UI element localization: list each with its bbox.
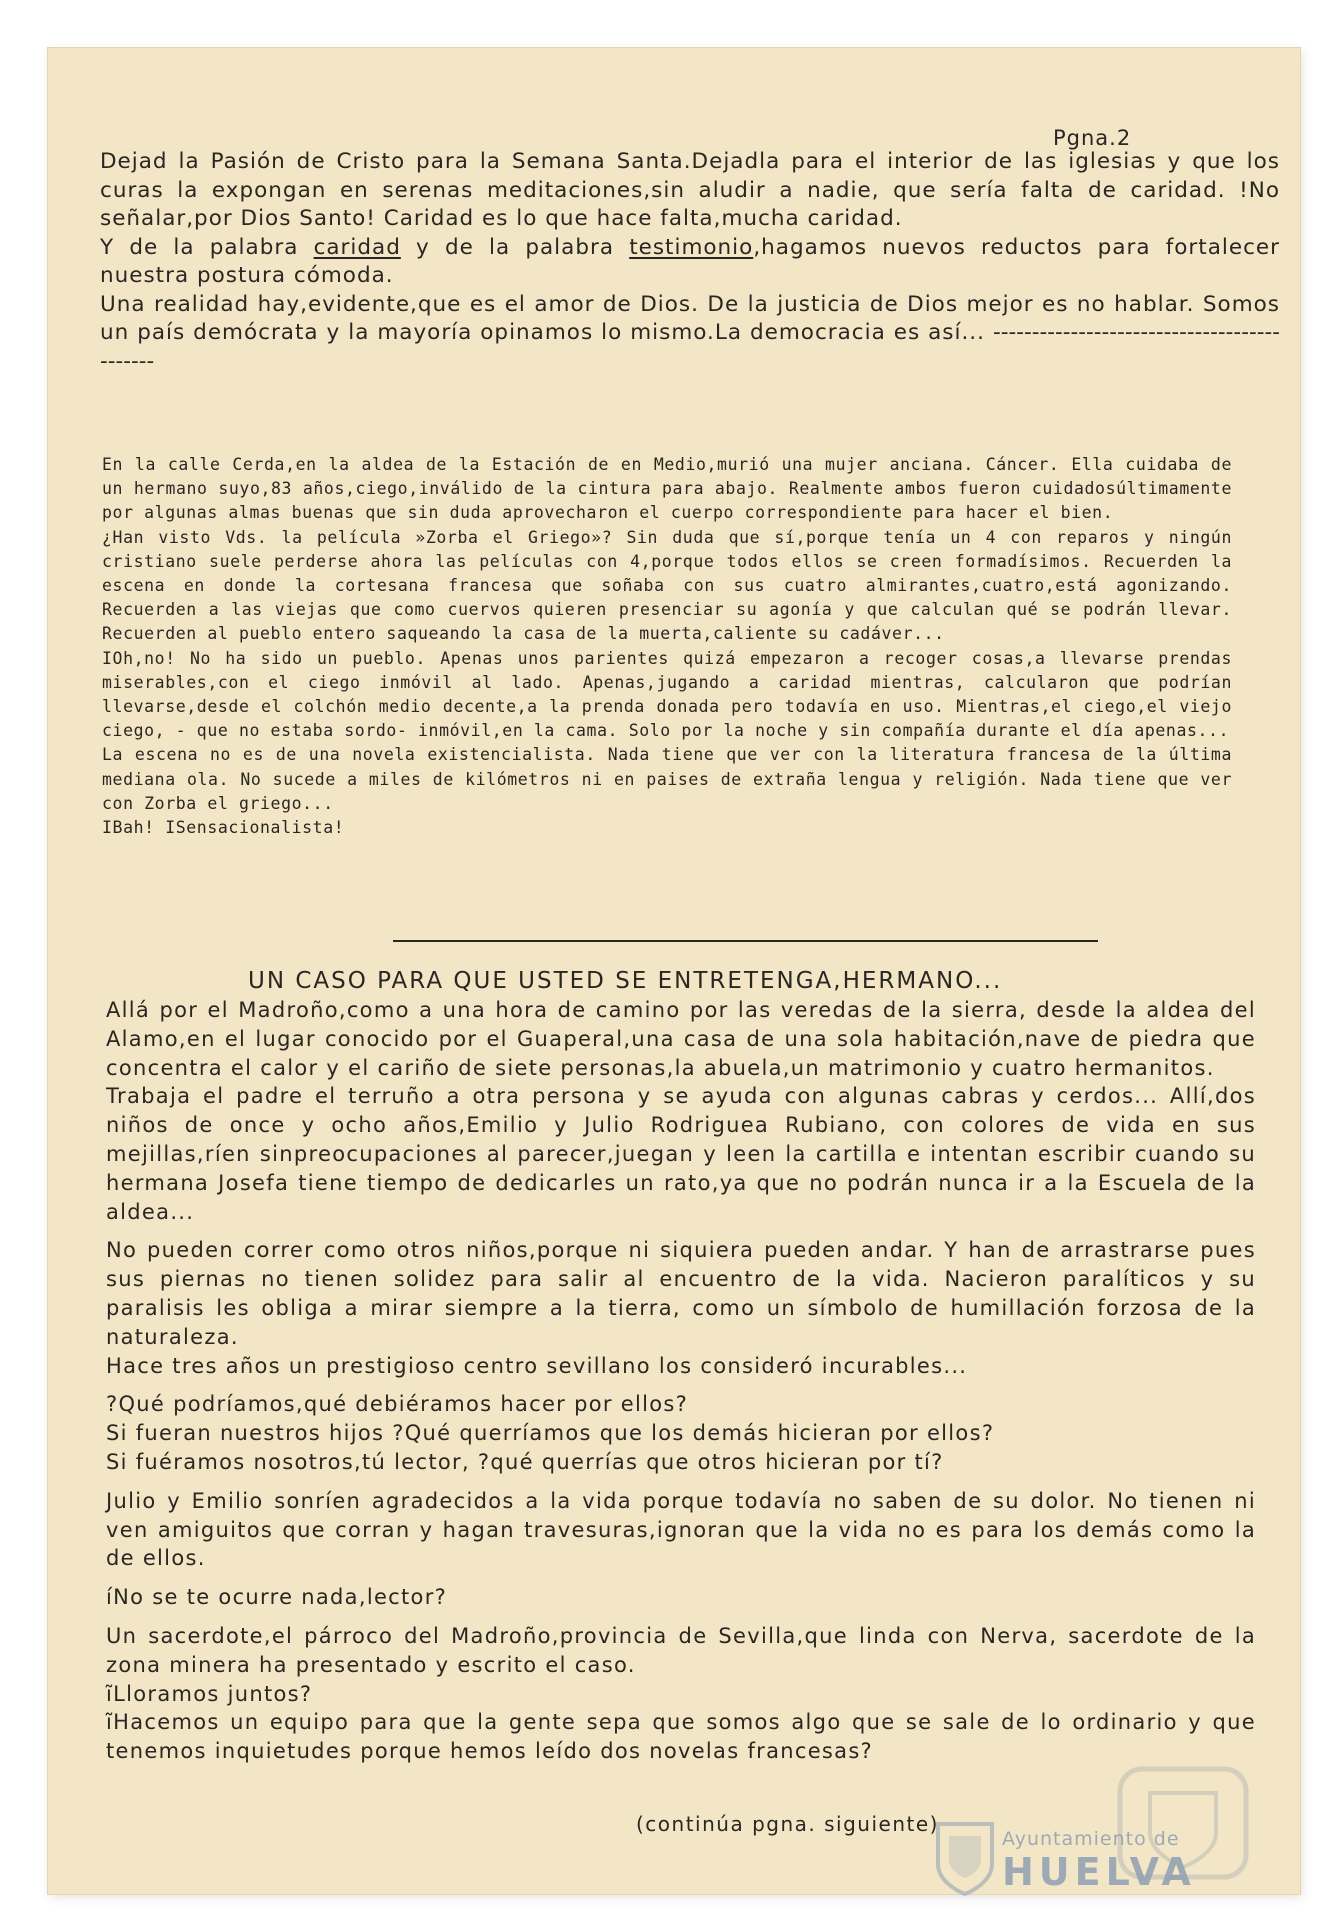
paragraph: Si fuéramos nosotros,tú lector, ?qué querrías que otros hicieran por tí? <box>106 1449 944 1474</box>
watermark-line: Ayuntamiento de <box>1002 1828 1180 1850</box>
text-run: Una realidad hay,evidente,que es el amor de Dios. De la justicia de Dios mejor es no hablar. Somos un país demócrata y la mayoría opinamos lo mismo.La democracia es así... <box>100 291 1280 345</box>
text-run: ,hagamos nuevos reductos para fortalecer nuestra postura cómoda. <box>100 234 1280 288</box>
paragraph: En la calle Cerda,en la aldea de la Estación de en Medio,murió una mujer anciana. Cáncer. Ella cuidaba de un hermano suyo,83 años,ciego,inválido de la cintura para abajo. Realmente ambos fueron cuidadosúltimamente por algunas almas buenas que sin duda aprovecharon el cuerpo correspondiente para hacer el bien. <box>102 455 1232 523</box>
paragraph <box>100 234 1280 291</box>
paragraph: íNo se te ocurre nada,lector? <box>106 1585 448 1610</box>
text-run: Y de la palabra <box>100 234 314 260</box>
underlined-word-caridad: caridad <box>313 234 401 260</box>
document-page <box>48 48 1300 1894</box>
paragraph: Hace tres años un prestigioso centro sevillano los consideró incurables... <box>106 1353 968 1378</box>
paragraph: Dejad la Pasión de Cristo para la Semana Santa.Dejadla para el interior de las iglesias y que los curas la expongan en serenas meditaciones,sin aludir a nadie, que sería falta de caridad. !No señalar,por Dios Santo! Caridad es lo que hace falta,mucha caridad. <box>100 149 1280 231</box>
paragraph: Un sacerdote,el párroco del Madroño,provincia de Sevilla,que linda con Nerva, sacerdote de la zona minera ha presentado y escrito el caso. <box>106 1623 1256 1677</box>
paragraph: No pueden correr como otros niños,porque ni siquiera pueden andar. Y han de arrastrarse pues sus piernas no tienen solidez para salir al encuentro de la vida. Nacieron paralíticos y su paralisis les obliga a mirar siempre a la tierra, como un símbolo de humillación forzosa de la naturaleza. <box>106 1238 1256 1349</box>
dash-separator: -------------------------------------------- <box>100 320 1280 374</box>
opening-section <box>100 148 1280 376</box>
paragraph: Si fueran nuestros hijos ?Qué querríamos que los demás hicieran por ellos? <box>106 1421 995 1446</box>
paragraph: IBah! ISensacionalista! <box>102 818 345 838</box>
underlined-word-testimonio: testimonio <box>629 234 754 260</box>
watermark-line: HUELVA <box>1002 1850 1196 1894</box>
case-section <box>106 996 1256 1766</box>
paragraph: Allá por el Madroño,como a una hora de camino por las veredas de la sierra, desde la aldea del Alamo,en el lugar conocido por el Guaperal,una casa de una sola habitación,nave de piedra que concentra el calor y el cariño de siete personas,la abuela,un matrimonio y cuatro hermanitos. <box>106 998 1256 1080</box>
paragraph: Julio y Emilio sonríen agradecidos a la vida porque todavía no saben de su dolor. No tienen ni ven amiguitos que corran y hagan travesuras,ignoran que la vida no es para los demás como la de ellos. <box>106 1488 1256 1571</box>
continuation-note: (continúa pgna. siguiente) <box>636 1812 939 1836</box>
paragraph: ĩLloramos juntos? <box>106 1681 313 1706</box>
page-number: Pgna.2 <box>1053 126 1132 150</box>
typewritten-section <box>102 453 1232 840</box>
section-title: UN CASO PARA QUE USTED SE ENTRETENGA,HERMANO... <box>248 968 1003 994</box>
paragraph: ĩHacemos un equipo para que la gente sepa que somos algo que se sale de lo ordinario y que tenemos inquietudes porque hemos leído dos novelas francesas? <box>106 1710 1256 1764</box>
paragraph: Trabaja el padre el terruño a otra persona y se ayuda con algunas cabras y cerdos... Allí,dos niños de once y ocho años,Emilio y Julio Rodriguea Rubiano, con colores de vida en sus mejillas,ríen sinpreocupaciones al parecer,juegan y leen la cartilla e intentan escribir cuando su hermana Josefa tiene tiempo de dedicarles un rato,ya que no podrán nunca ir a la Escuela de la aldea... <box>106 1084 1256 1224</box>
paragraph: ¿Han visto Vds. la película »Zorba el Griego»? Sin duda que sí,porque tenía un 4 con reparos y ningún cristiano suele perderse ahora las películas con 4,porque todos ellos se creen formadísimos. Recuerden la escena en donde la cortesana francesa que soñaba con sus cuatro almirantes,cuatro,está agonizando. Recuerden a las viejas que como cuervos quieren presenciar su agonía y que calculan qué se podrán llevar. Recuerden al pueblo entero saqueando la casa de la muerta,caliente su cadáver... <box>102 527 1232 644</box>
text-run: y de la palabra <box>400 234 630 260</box>
watermark-shield-icon <box>934 1820 996 1898</box>
paragraph: La escena no es de una novela existencialista. Nada tiene que ver con la literatura francesa de la última mediana ola. No sucede a miles de kilómetros ni en paises de extraña lengua y religión. Nada tiene que ver con Zorba el griego... <box>102 745 1232 813</box>
watermark-logo <box>1002 1828 1196 1894</box>
paragraph: ?Qué podríamos,qué debiéramos hacer por ellos? <box>106 1392 689 1417</box>
section-divider <box>393 940 1098 942</box>
paragraph: IOh,no! No ha sido un pueblo. Apenas unos parientes quizá empezaron a recoger cosas,a llevarse prendas miserables,con el ciego inmóvil al lado. Apenas,jugando a caridad mientras, calcularon que podrían llevarse,desde el colchón medio decente,a la prenda donada pero todavía en uso. Mientras,el ciego,el viejo ciego, - que no estaba sordo- inmóvil,en la cama. Solo por la noche y sin compañía durante el día apenas... <box>102 648 1232 741</box>
paragraph <box>100 291 1280 377</box>
